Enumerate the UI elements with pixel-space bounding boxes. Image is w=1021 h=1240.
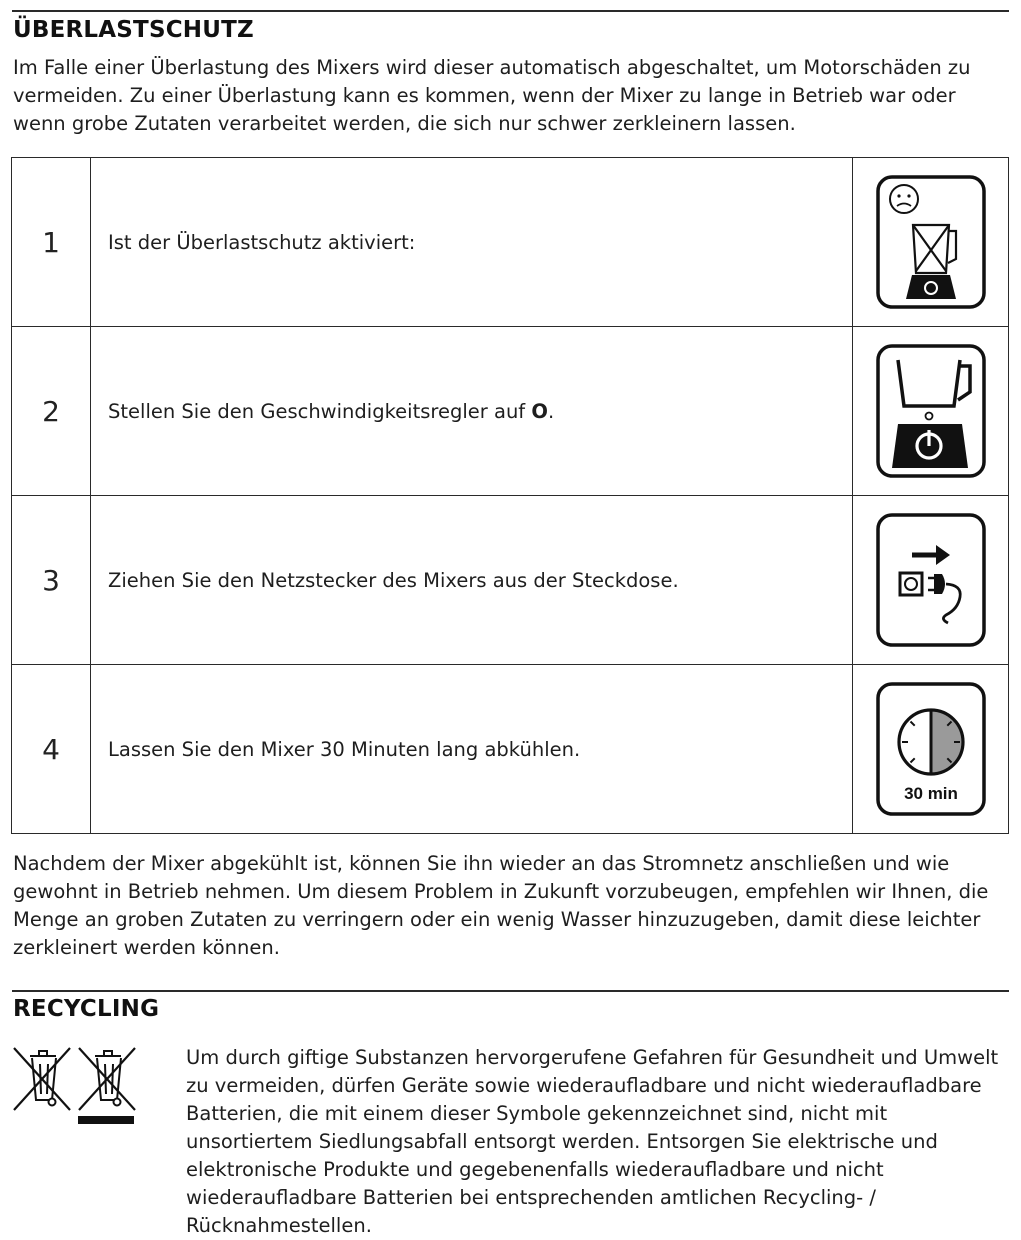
table-row: [12, 327, 1009, 496]
step-number: 4: [12, 665, 91, 834]
step-text: Ziehen Sie den Netzstecker des Mixers aus der Steckdose.: [91, 496, 853, 665]
speed-setting: O: [531, 399, 548, 423]
section-title-recycling: RECYCLING: [13, 996, 160, 1022]
after-cooldown-text: Nachdem der Mixer abgekühlt ist, können Sie ihn wieder an das Stromnetz anschließen und wie gewohnt in Betrieb nehmen. Um diesem Problem in Zukunft vorzubeugen, empfehlen wir Ihnen, die Menge an groben Zutaten zu verringern oder ein wenig Wasser hinzuzugeben, damit diese leichter zerkleinert werden können.: [13, 852, 989, 959]
crossed-bin-bar-icon: [78, 1048, 135, 1124]
crossed-bin-icon: [14, 1048, 70, 1110]
top-rule: [12, 10, 1009, 12]
step-number: 1: [12, 158, 91, 327]
blender-power-off-icon: [876, 344, 986, 478]
step-text-end: .: [547, 399, 555, 423]
step-text-main: Stellen Sie den Geschwindigkeitsregler auf: [108, 399, 532, 423]
overheated-blender-icon: [876, 175, 986, 309]
unplug-icon: [876, 513, 986, 647]
table-row: [12, 496, 1009, 665]
recycling-text: Um durch giftige Substanzen hervorgerufene Gefahren für Gesundheit und Umwelt zu vermeiden, dürfen Geräte sowie wiederaufladbare und nicht wiederaufladbare Batterien, die mit einem dieser Symbole gekennzeichnet sind, nicht mit unsortiertem Siedlungsabfall entsorgt werden. Entsorgen Sie elektrische und elektronische Produkte und gegebenenfalls wiederaufladbare und nicht wiederaufladbare Batterien bei entsprechenden amtlichen Recycling- / Rücknahmestellen.: [186, 1046, 999, 1237]
section-title-overload: ÜBERLASTSCHUTZ: [13, 17, 254, 43]
step-number: 3: [12, 496, 91, 665]
timer-icon: [876, 682, 986, 816]
step-text: Lassen Sie den Mixer 30 Minuten lang abkühlen.: [91, 665, 853, 834]
step-text: Ist der Überlastschutz aktiviert:: [91, 158, 853, 327]
table-row: [12, 158, 1009, 327]
timer-label: 30 min: [903, 784, 958, 803]
recycling-rule: [12, 990, 1009, 992]
step-number: 2: [12, 327, 91, 496]
step-text: [91, 327, 853, 496]
overload-intro: Im Falle einer Überlastung des Mixers wird dieser automatisch abgeschaltet, um Motorschäden zu vermeiden. Zu einer Überlastung kann es kommen, wenn der Mixer zu lange in Betrieb war oder wenn grobe Zutaten verarbeitet werden, die sich nur schwer zerkleinern lassen.: [13, 56, 971, 135]
recycling-symbols: [12, 1046, 137, 1126]
steps-table: [11, 157, 1009, 834]
table-row: [12, 665, 1009, 834]
